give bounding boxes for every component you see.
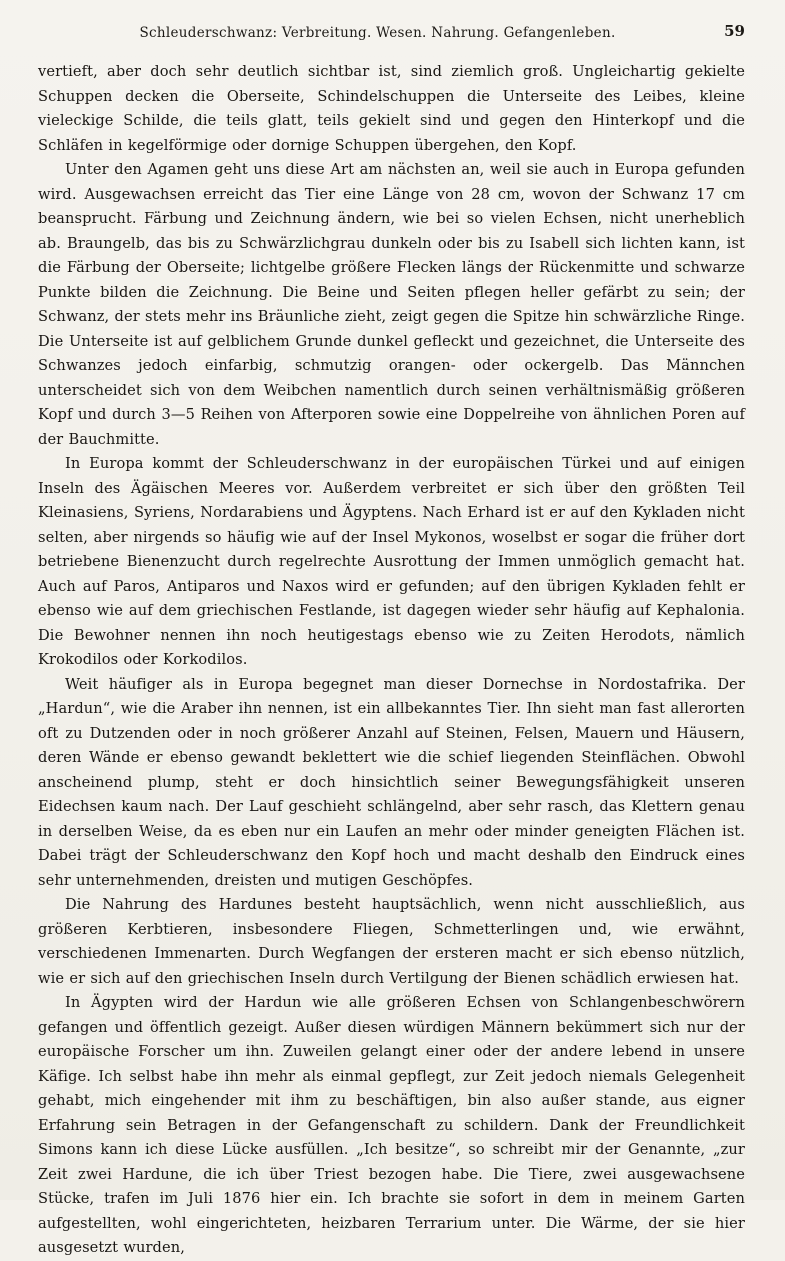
- paragraph-captivity: In Ägypten wird der Hardun wie alle größeren Echsen von Schlangenbeschwörern gefangen und öffentlich gezeigt. Außer diesen würdigen Männern bekümmert sich nur der europäische Forscher um ihn. Zuweilen gelangt einer oder der andere lebend in unsere Käfige. Ich selbst habe ihn mehr als einmal gepflegt, zur Zeit jedoch niemals Gelegenheit gehabt, mich eingehender mit ihm zu beschäftigen, bin also außer stande, aus eigner Erfahrung sein Betragen in der Gefangenschaft zu schildern. Dank der Freundlichkeit Simons kann ich diese Lücke ausfüllen. „Ich besitze“, so schreibt mir der Genannte, „zur Zeit zwei Hardune, die ich über Triest bezogen habe. Die Tiere, zwei ausgewachsene Stücke, trafen im Juli 1876 hier ein. Ich brachte sie sofort in dem in meinem Garten aufgestellten, wohl eingerichteten, heizbaren Terrarium unter. Die Wärme, der sie hier ausgesetzt wurden,: [38, 994, 745, 1256]
- paragraph-continuation: vertieft, aber doch sehr deutlich sichtbar ist, sind ziemlich groß. Ungleichartig gekielte Schuppen decken die Oberseite, Schindelschuppen die Unterseite des Leibes, kleine vieleckige Schilde, die teils glatt, teils gekielt sind und gegen den Hinterkopf und die Schläfen in kegelförmige oder dornige Schuppen übergehen, den Kopf.: [38, 63, 745, 154]
- page-number: 59: [724, 22, 745, 40]
- page-body: [38, 60, 745, 1261]
- paragraph-distribution: In Europa kommt der Schleuderschwanz in der europäischen Türkei und auf einigen Inseln des Ägäischen Meeres vor. Außerdem verbreitet er sich über den größten Teil Kleinasiens, Syriens, Nordarabiens und Ägyptens. Nach Erhard ist er auf den Kykladen nicht selten, aber nirgends so häufig wie auf der Insel Mykonos, woselbst er sogar die früher dort betriebene Bienenzucht durch regelrechte Ausrottung der Immen unmöglich gemacht hat. Auch auf Paros, Antiparos und Naxos wird er gefunden; auf den übrigen Kykladen fehlt er ebenso wie auf dem griechischen Festlande, ist dagegen wieder sehr häufig auf Kephalonia. Die Bewohner nennen ihn noch heutigestags ebenso wie zu Zeiten Herodots, nämlich Krokodilos oder Korkodilos.: [38, 455, 745, 668]
- page-header: [38, 22, 745, 46]
- paragraph-behavior: Weit häufiger als in Europa begegnet man dieser Dornechse in Nordostafrika. Der „Hardun“, wie die Araber ihn nennen, ist ein allbekanntes Tier. Ihn sieht man fast allerorten oft zu Dutzenden oder in noch größerer Anzahl auf Steinen, Felsen, Mauern und Häusern, deren Wände er ebenso gewandt beklettert wie die schief liegenden Steinflächen. Obwohl anscheinend plump, steht er doch hinsichtlich seiner Bewegungsfähigkeit unseren Eidechsen kaum nach. Der Lauf geschieht schlängelnd, aber sehr rasch, das Klettern genau in derselben Weise, da es eben nur ein Laufen an mehr oder minder geneigten Flächen ist. Dabei trägt der Schleuderschwanz den Kopf hoch und macht deshalb den Eindruck eines sehr unternehmenden, dreisten und mutigen Geschöpfes.: [38, 675, 745, 889]
- paragraph-food: Die Nahrung des Hardunes besteht hauptsächlich, wenn nicht ausschließlich, aus größeren Kerbtieren, insbesondere Fliegen, Schmetterlingen und, wie erwähnt, verschiedenen Immenarten. Durch Wegfangen der ersteren macht er sich ebenso nützlich, wie er sich auf den griechischen Inseln durch Vertilgung der Bienen schädlich erwiesen hat.: [38, 896, 745, 987]
- paragraph-description: Unter den Agamen geht uns diese Art am nächsten an, weil sie auch in Europa gefunden wird. Ausgewachsen erreicht das Tier eine Länge von 28 cm, wovon der Schwanz 17 cm beansprucht. Färbung und Zeichnung ändern, wie bei so vielen Echsen, nicht unerheblich ab. Braungelb, das bis zu Schwärzlichgrau dunkeln oder bis zu Isabell sich lichten kann, ist die Färbung der Oberseite; lichtgelbe größere Flecken längs der Rückenmitte und schwarze Punkte bilden die Zeichnung. Die Beine und Seiten pflegen heller gefärbt zu sein; der Schwanz, der stets mehr ins Bräunliche zieht, zeigt gegen die Spitze hin schwärzliche Ringe. Die Unterseite ist auf gelblichem Grunde dunkel gefleckt und gezeichnet, die Unterseite des Schwanzes jedoch einfarbig, schmutzig orangen- oder ockergelb. Das Männchen unterscheidet sich von dem Weibchen namentlich durch seinen verhältnismäßig größeren Kopf und durch 3—5 Reihen von Afterporen sowie eine Doppelreihe von ähnlichen Poren auf der Bauchmitte.: [38, 161, 745, 448]
- running-title: Schleuderschwanz: Verbreitung. Wesen. Nahrung. Gefangenleben.: [139, 25, 616, 41]
